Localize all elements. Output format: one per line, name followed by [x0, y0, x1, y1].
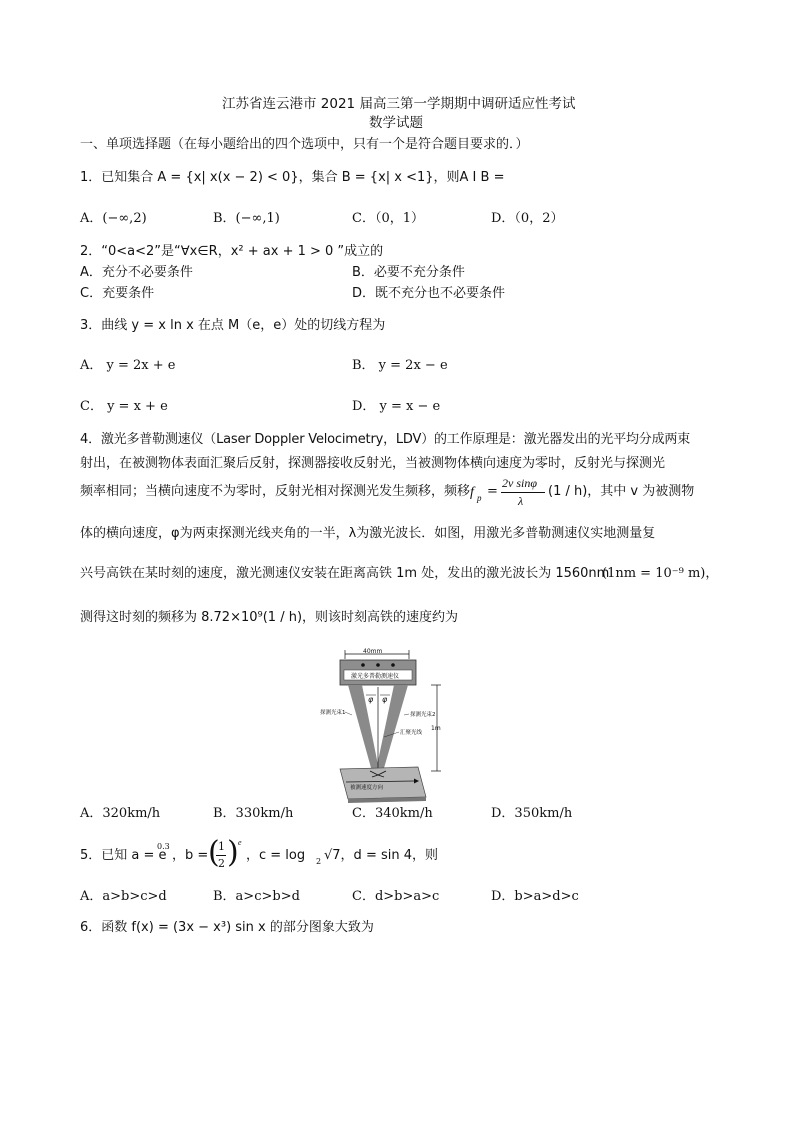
phi-right: φ	[382, 695, 388, 704]
question-4-line-6: 测得这时刻的频移为 8.72×10⁹(1 / h)，则该时刻高铁的速度约为	[80, 610, 459, 625]
emitter-dot	[376, 663, 380, 667]
q4-option-b: B．330km/h	[213, 806, 294, 821]
exam-subtitle: 数学试题	[369, 115, 423, 131]
question-4-line-5: 兴号高铁在某时刻的速度，激光测速仪安装在距离高铁 1m 处，发出的激光波长为 1560nm	[80, 566, 610, 581]
q2-option-c: C．充要条件	[80, 286, 155, 301]
fraction-bar	[501, 492, 545, 493]
q2-option-d: D．既不充分也不必要条件	[352, 286, 506, 301]
q2-option-a: A．充分不必要条件	[80, 265, 193, 280]
exam-title: 江苏省连云港市 2021 届高三第一学期期中调研适应性考试	[222, 96, 576, 112]
q2-option-b: B．必要不充分条件	[352, 265, 465, 280]
direction-label: 被测速度方向	[350, 785, 384, 791]
q3-option-d: D． y = x − e	[352, 399, 441, 414]
q1-option-d: D．（0，2）	[491, 211, 564, 226]
converge-label: 汇聚光线	[400, 730, 423, 736]
q1-option-c: C．（0，1）	[352, 211, 424, 226]
q1-option-b: B．(−∞,1)	[213, 211, 280, 226]
q5-option-b: B．a>c>b>d	[213, 889, 300, 904]
beam-2-label: 探测光束2	[410, 712, 436, 718]
beam-1-label: 探测光束1	[320, 710, 346, 716]
device-label: 激光多普勒测速仪	[351, 673, 400, 680]
q3-option-b: B． y = 2x − e	[352, 358, 448, 373]
q4-option-d: D．350km/h	[491, 806, 573, 821]
q4-option-c: C．340km/h	[352, 806, 433, 821]
question-4-line-3: 频率相同；当横向速度不为零时，反射光相对探测光发生频移，频移	[80, 484, 471, 499]
q4-option-a: A．320km/h	[80, 806, 161, 821]
question-6-stem: 6．函数 f(x) = (3x − x³) sin x 的部分图象大致为	[80, 920, 374, 935]
q5-option-d: D．b>a>d>c	[491, 889, 579, 904]
q5-option-c: C．d>b>a>c	[352, 889, 440, 904]
ldv-diagram	[318, 647, 452, 803]
distance-label: 1m	[431, 725, 441, 732]
phi-left: φ	[368, 695, 374, 704]
q3-option-c: C． y = x + e	[80, 399, 168, 414]
question-2-stem: 2．“0<a<2”是“∀x∈R，x² + ax + 1 > 0 ”成立的	[80, 244, 384, 259]
section-heading: 一、单项选择题（在每小题给出的四个选项中，只有一个是符合题目要求的．）	[80, 137, 529, 152]
question-3-stem: 3．曲线 y = x ln x 在点 M（e，e）处的切线方程为	[80, 318, 386, 333]
emitter-dot	[391, 663, 395, 667]
measured-object-plate	[340, 767, 426, 799]
unit-note: (1nm = 10⁻⁹ m)，	[602, 566, 719, 581]
question-4-line-2: 射出，在被测物体表面汇聚后反射，探测器接收反射光，当被测物体横向速度为零时，反射光与探测光	[80, 456, 666, 471]
question-5-stem: 5．已知 a = e 0.3 ，b = ( 1 2 ) e ，c = log 2 √7，d = sin 4，则	[80, 835, 438, 870]
question-4-line-1: 4．激光多普勒测速仪（Laser Doppler Velocimetry，LDV）的工作原理是：激光器发出的光平均分成两束	[80, 432, 691, 447]
probe-beam-1	[348, 685, 380, 775]
q5-option-a: A．a>b>c>d	[80, 889, 167, 904]
q3-option-a: A． y = 2x + e	[80, 358, 176, 373]
emitter-dot	[361, 663, 365, 667]
question-4-line-4: 体的横向速度，φ为两束探测光线夹角的一半，λ为激光波长．如图，用激光多普勒测速仪实地测量复	[80, 526, 656, 541]
width-label: 40mm	[363, 648, 383, 655]
q1-option-a: A．(−∞,2)	[80, 211, 147, 226]
question-1-stem: 1．已知集合 A = {x| x(x − 2) < 0}，集合 B = {x| x <1}，则A I B =	[80, 170, 505, 185]
